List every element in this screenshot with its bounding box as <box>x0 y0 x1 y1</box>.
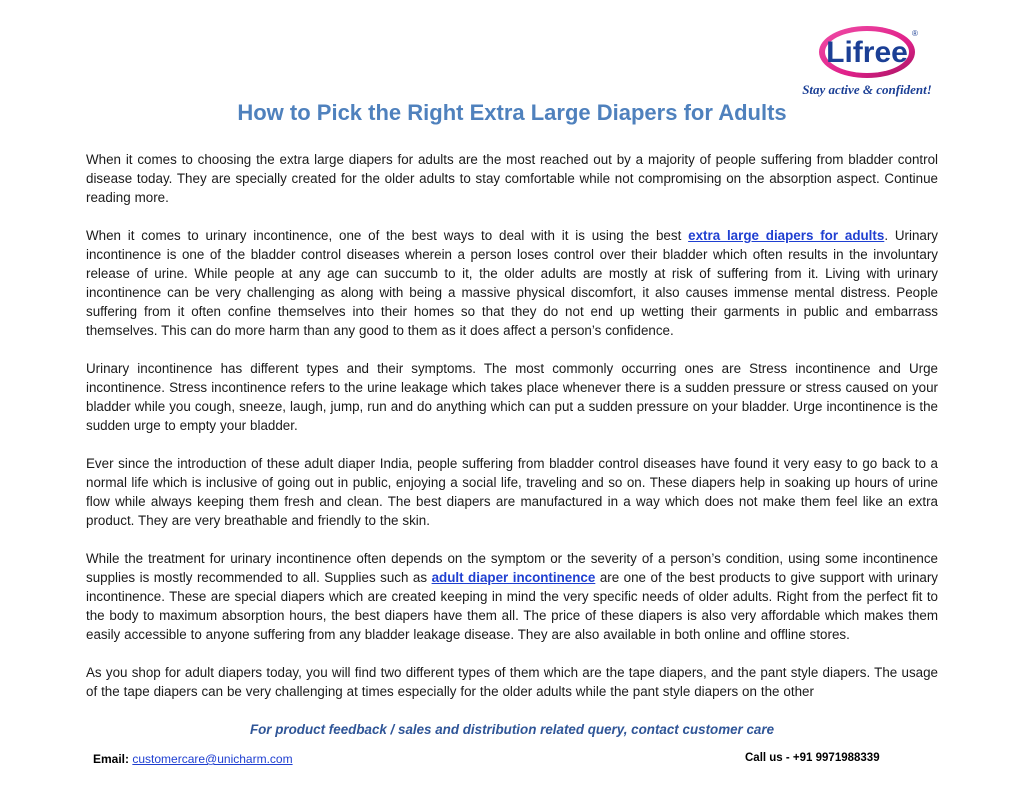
logo-brand-text: Lifree <box>826 36 908 69</box>
email-link[interactable]: customercare@unicharm.com <box>132 752 293 766</box>
paragraph-5 <box>86 549 938 644</box>
adult-diaper-incontinence-link[interactable]: adult diaper incontinence <box>431 570 596 585</box>
paragraph-5-text-b: are one of the best products to give support with urinary incontinence. These are special diapers which are created keeping in mind the very specific needs of older adults. Right from the perfect fit to the body to maximum absorption hours, the best diapers have them all. The price of these diapers is also very affordable which makes them easily accessible to anyone suffering from any bladder leakage disease. They are also available in both online and offline stores. <box>86 570 938 642</box>
article-body <box>86 150 938 720</box>
paragraph-2-text-a: When it comes to urinary incontinence, one of the best ways to deal with it is using the best <box>86 228 689 243</box>
paragraph-3: Urinary incontinence has different types and their symptoms. The most commonly occurring ones are Stress incontinence and Urge incontinence. Stress incontinence refers to the urine leakage which takes place whenever there is a sudden pressure or stress caused on your bladder while you cough, sneeze, laugh, jump, run and do anything which can put a sudden pressure on your bladder. Urge incontinence is the sudden urge to empty your bladder. <box>86 361 938 433</box>
paragraph-1: When it comes to choosing the extra large diapers for adults are the most reached out by a majority of people suffering from bladder control disease today. They are specially created for the older adults to stay comfortable while not compromising on the absorption aspect. Continue reading more. <box>86 152 938 205</box>
email-label: Email: <box>93 752 130 766</box>
lifree-logo <box>792 22 942 102</box>
paragraph-6: As you shop for adult diapers today, you will find two different types of them which are the tape diapers, and the pant style diapers. The usage of the tape diapers can be very challenging at times especially for the older adults while the pant style diapers on the other <box>86 665 938 699</box>
paragraph-2-text-b: . Urinary incontinence is one of the bladder control diseases wherein a person loses control over their bladder which often results in the involuntary release of urine. While people at any age can succumb to it, the older adults are mostly at risk of suffering from it. Living with urinary incontinence can be very challenging as along with being a massive physical discomfort, it also causes immense mental distress. People suffering from it often confine themselves into their homes so that they do not end up wetting their garments in public and embarrass themselves. This can do more harm than any good to them as it does affect a person’s confidence. <box>86 228 938 338</box>
page-title: How to Pick the Right Extra Large Diapers for Adults <box>237 100 787 125</box>
extra-large-diapers-link[interactable]: extra large diapers for adults <box>688 228 885 243</box>
feedback-line: For product feedback / sales and distribution related query, contact customer care <box>249 722 775 737</box>
footer-email <box>93 752 293 766</box>
paragraph-2 <box>86 226 938 340</box>
paragraph-5-text-a: While the treatment for urinary incontinence often depends on the symptom or the severity of a person’s condition, using some incontinence supplies is mostly recommended to all. Supplies such as <box>86 551 938 585</box>
footer-phone: Call us - +91 9971988339 <box>745 752 880 764</box>
logo-tagline: Stay active & confident! <box>802 82 932 97</box>
paragraph-4: Ever since the introduction of these adult diaper India, people suffering from bladder control diseases have found it very easy to go back to a normal life which is inclusive of going out in public, enjoying a social life, traveling and so on. These diapers help in soaking up hours of urine flow while always keeping them fresh and clean. The best diapers are manufactured in a way which does not make them feel like an extra product. They are very breathable and friendly to the skin. <box>86 456 938 528</box>
registered-mark: ® <box>912 29 918 38</box>
